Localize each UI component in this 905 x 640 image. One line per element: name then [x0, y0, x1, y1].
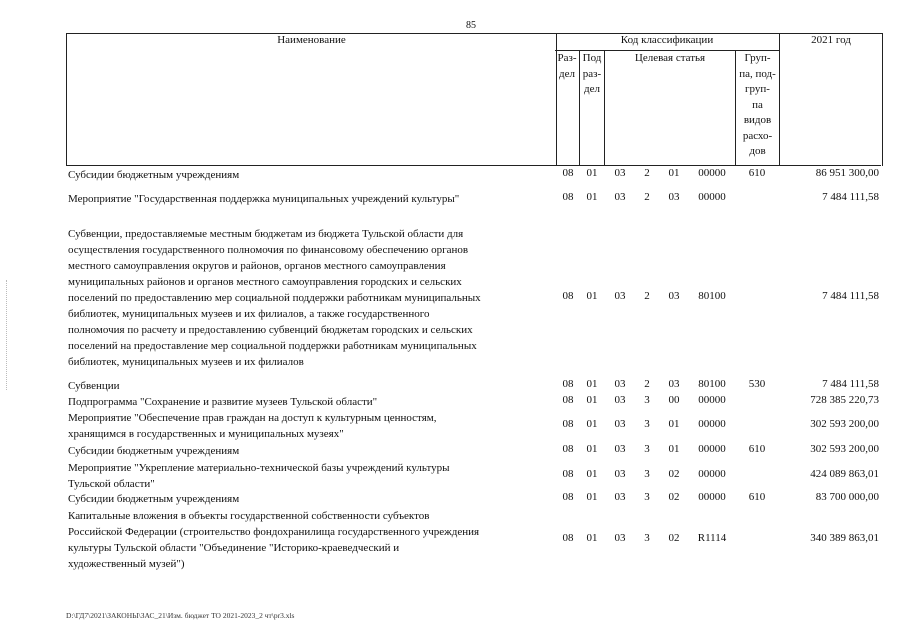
code-subprogram: 2 [644, 290, 650, 302]
row-name-line: Мероприятие "Укрепление материально-технической базы учреждений культуры [68, 462, 450, 474]
code-subprogram: 2 [644, 167, 650, 179]
row-amount: 302 593 200,00 [810, 418, 879, 430]
row-name-line: муниципальных районов и органов местного самоуправления городских и сельских [68, 276, 462, 288]
table-row [0, 167, 905, 183]
row-name-line: Мероприятие "Государственная поддержка муниципальных учреждений культуры" [68, 193, 460, 205]
table-row [0, 443, 905, 459]
row-amount: 340 389 863,01 [810, 532, 879, 544]
code-direction: 00000 [698, 443, 726, 455]
row-name [68, 460, 552, 492]
header-name-column: Наименование [66, 33, 557, 166]
row-name-line: библиотек, муниципальных музеев и их филиалов, а также государственного [68, 308, 430, 320]
header-group-line: па [752, 98, 763, 111]
row-name-line: Субсидии бюджетным учреждениям [68, 169, 240, 181]
row-name [68, 394, 552, 410]
code-razdel: 08 [562, 418, 574, 430]
code-program: 03 [614, 491, 626, 503]
row-name [68, 378, 552, 394]
code-subprogram: 3 [644, 443, 650, 455]
code-direction: 00000 [698, 394, 726, 406]
code-subprogram: 2 [644, 378, 650, 390]
code-subprogram: 3 [644, 491, 650, 503]
header-group-line: расхо- [742, 129, 773, 142]
row-name-line: художественный музей") [68, 558, 185, 570]
row-name-line: Мероприятие "Обеспечение прав граждан на доступ к культурным ценностям, [68, 412, 437, 424]
header-group [736, 51, 779, 166]
header-group-line: па, под- [739, 67, 776, 80]
code-podrazdel: 01 [586, 290, 598, 302]
header-podrazdel-line: раз- [582, 67, 602, 80]
table-row [0, 191, 905, 207]
code-event: 00 [668, 394, 680, 406]
row-name [68, 191, 552, 207]
code-event: 01 [668, 443, 680, 455]
row-name [68, 443, 552, 459]
code-event: 02 [668, 491, 680, 503]
code-razdel: 08 [562, 443, 574, 455]
code-event: 03 [668, 378, 680, 390]
header-razdel-line: Раз- [557, 52, 577, 64]
header-podrazdel [580, 51, 605, 166]
row-name-line: культуры Тульской области "Объединение "Историко-краеведческий и [68, 542, 400, 554]
code-razdel: 08 [562, 532, 574, 544]
header-classification-code [555, 33, 779, 166]
row-name [68, 508, 552, 572]
header-year: 2021 год [779, 33, 883, 166]
code-podrazdel: 01 [586, 418, 598, 430]
row-name-line: Субсидии бюджетным учреждениям [68, 445, 240, 457]
code-podrazdel: 01 [586, 378, 598, 390]
header-group-line: видов [743, 114, 772, 126]
code-podrazdel: 01 [586, 443, 598, 455]
code-program: 03 [614, 468, 626, 480]
row-amount: 424 089 863,01 [810, 468, 879, 480]
row-name-line: поселений по предоставлению мер социальной поддержки работникам муниципальных [68, 292, 481, 304]
row-name-line: Тульской области" [68, 478, 155, 490]
code-program: 03 [614, 290, 626, 302]
code-podrazdel: 01 [586, 532, 598, 544]
code-event: 02 [668, 532, 680, 544]
row-name-line: полномочия по расчету и предоставлению субвенций бюджетам городских и сельских [68, 324, 473, 336]
header-podrazdel-line: Под [582, 52, 602, 64]
row-name-line: поселений на предоставление мер социальной поддержки работникам муниципальных [68, 340, 477, 352]
row-name-line: хранящимся в государственных и муниципальных музеях" [68, 428, 344, 440]
row-amount: 7 484 111,58 [822, 378, 879, 390]
code-event: 02 [668, 468, 680, 480]
row-name-line: местного самоуправления округов и районов, органов местного самоуправления [68, 260, 446, 272]
row-amount: 83 700 000,00 [815, 491, 879, 503]
row-amount: 728 385 220,73 [810, 394, 879, 406]
code-program: 03 [614, 394, 626, 406]
row-name-line: Подпрограмма "Сохранение и развитие музеев Тульской области" [68, 396, 378, 408]
code-event: 03 [668, 191, 680, 203]
header-group-line: дов [749, 145, 766, 157]
code-podrazdel: 01 [586, 167, 598, 179]
row-name-line: Капитальные вложения в объекты государственной собственности субъектов [68, 510, 430, 522]
row-name-line: Субвенции, предоставляемые местным бюджетам из бюджета Тульской области для [68, 228, 464, 240]
code-program: 03 [614, 378, 626, 390]
table-row [0, 394, 905, 410]
scan-margin-marks [6, 280, 9, 390]
code-razdel: 08 [562, 378, 574, 390]
code-program: 03 [614, 443, 626, 455]
table-row [0, 410, 905, 442]
code-direction: 00000 [698, 418, 726, 430]
header-razdel [555, 51, 580, 166]
code-group: 610 [748, 443, 766, 455]
code-direction: 80100 [698, 378, 726, 390]
code-program: 03 [614, 191, 626, 203]
table-row [0, 378, 905, 394]
header-podrazdel-line: дел [584, 83, 600, 95]
code-direction: 00000 [698, 468, 726, 480]
code-group: 610 [748, 167, 766, 179]
code-podrazdel: 01 [586, 191, 598, 203]
header-group-line: груп- [745, 83, 770, 95]
code-event: 01 [668, 418, 680, 430]
row-name [68, 491, 552, 507]
header-target-article: Целевая статья [605, 51, 736, 166]
header-razdel-line: дел [559, 67, 575, 80]
code-subprogram: 3 [644, 394, 650, 406]
code-razdel: 08 [562, 468, 574, 480]
row-name [68, 226, 552, 370]
page-number: 85 [466, 20, 476, 31]
row-name [68, 167, 552, 183]
code-group: 610 [748, 491, 766, 503]
code-podrazdel: 01 [586, 491, 598, 503]
row-name-line: Российской Федерации (строительство фондохранилища государственного учреждения [68, 526, 480, 538]
header-bottom-rule [66, 165, 881, 166]
code-razdel: 08 [562, 167, 574, 179]
code-subprogram: 2 [644, 191, 650, 203]
code-subprogram: 3 [644, 468, 650, 480]
code-podrazdel: 01 [586, 468, 598, 480]
code-razdel: 08 [562, 394, 574, 406]
row-name-line: осуществления государственного полномочия по финансовому обеспечению органов [68, 244, 469, 256]
code-direction: 00000 [698, 167, 726, 179]
row-name-line: библиотек, муниципальных музеев и их филиалов [68, 356, 304, 368]
table-row [0, 460, 905, 492]
code-subprogram: 3 [644, 418, 650, 430]
code-direction: 00000 [698, 191, 726, 203]
row-name [68, 410, 552, 442]
code-razdel: 08 [562, 290, 574, 302]
table-row [0, 491, 905, 507]
table-row [0, 226, 905, 370]
code-direction: R1114 [697, 532, 727, 544]
code-razdel: 08 [562, 491, 574, 503]
code-direction: 00000 [698, 491, 726, 503]
code-subprogram: 3 [644, 532, 650, 544]
code-group: 530 [748, 378, 766, 390]
code-event: 01 [668, 167, 680, 179]
header-group-line: Груп- [744, 52, 771, 64]
code-program: 03 [614, 418, 626, 430]
row-amount: 86 951 300,00 [815, 167, 879, 179]
table-row [0, 508, 905, 572]
code-direction: 80100 [698, 290, 726, 302]
row-amount: 7 484 111,58 [822, 290, 879, 302]
file-path-footer: D:\ГД7\2021\ЗАКОНЫ\ЗАС_21\Изм. бюджет ТО 2021-2023_2 чт\pr3.xls [66, 611, 295, 620]
code-program: 03 [614, 167, 626, 179]
code-event: 03 [668, 290, 680, 302]
header-code-title: Код классификации [555, 34, 779, 51]
code-razdel: 08 [562, 191, 574, 203]
row-name-line: Субвенции [68, 380, 120, 392]
row-name-line: Субсидии бюджетным учреждениям [68, 493, 240, 505]
code-podrazdel: 01 [586, 394, 598, 406]
row-amount: 302 593 200,00 [810, 443, 879, 455]
row-amount: 7 484 111,58 [822, 191, 879, 203]
code-program: 03 [614, 532, 626, 544]
